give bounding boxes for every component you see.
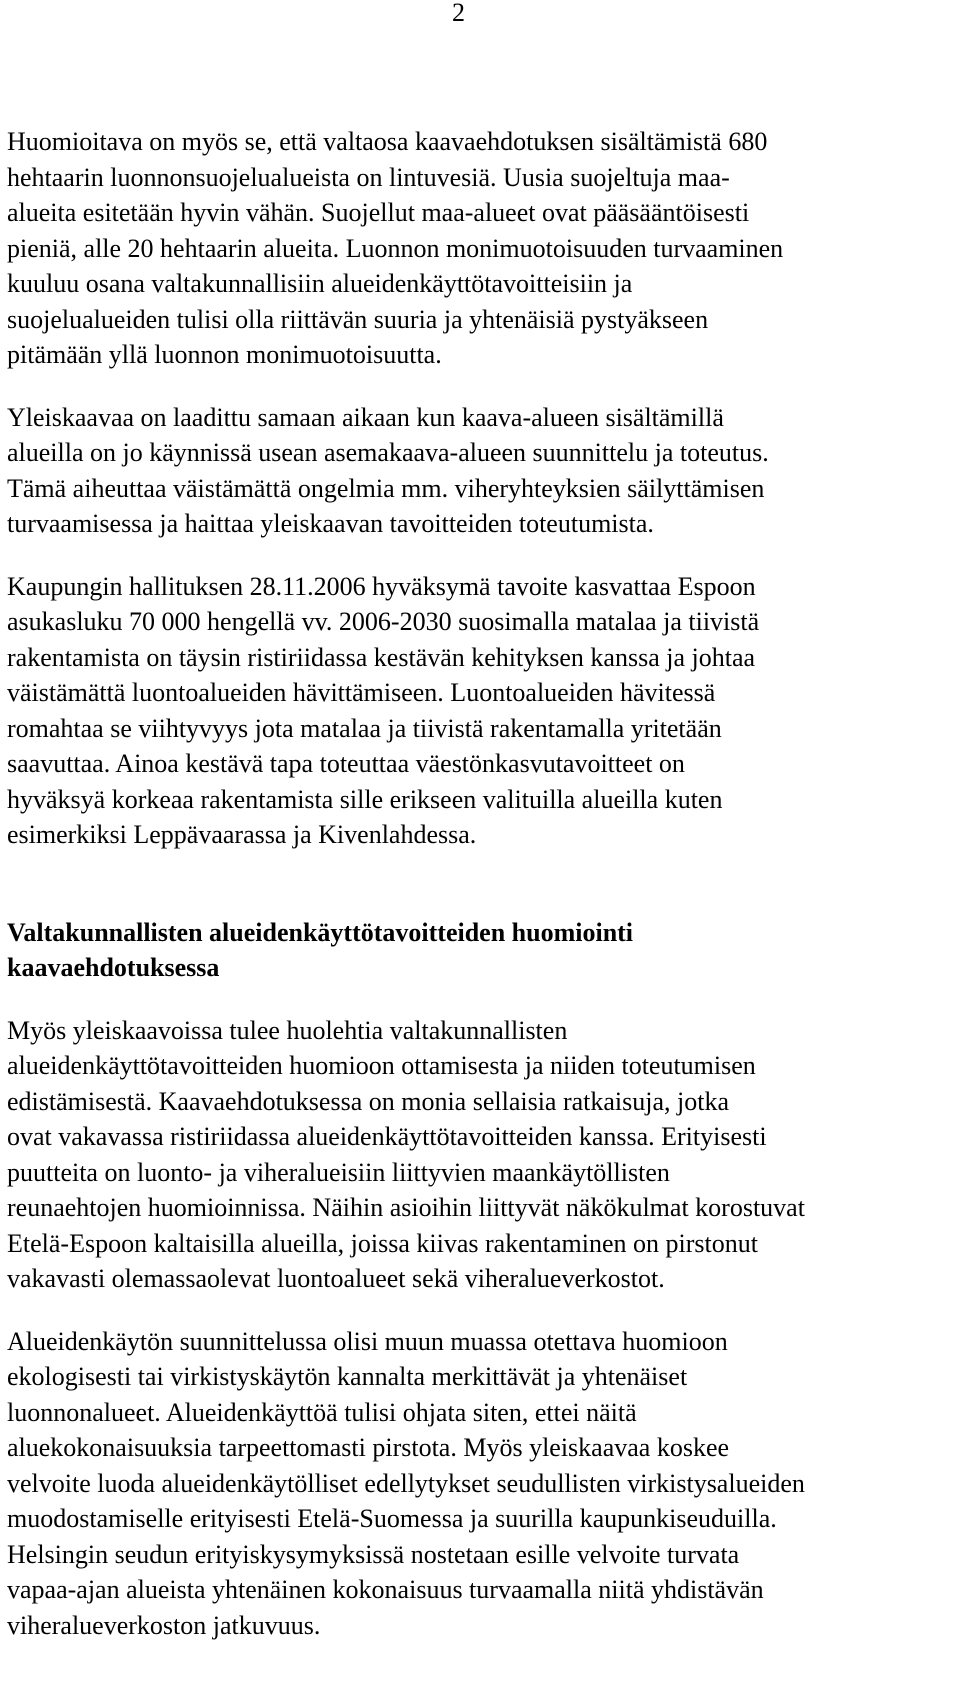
paragraph-3 <box>7 569 960 853</box>
text-line: vakavasti olemassaolevat luontoalueet sekä viheralueverkostot. <box>7 1264 665 1293</box>
text-line: asukasluku 70 000 hengellä vv. 2006-2030 suosimalla matalaa ja tiivistä <box>7 607 760 636</box>
text-line: Yleiskaavaa on laadittu samaan aikaan kun kaava-alueen sisältämillä <box>7 402 724 432</box>
text-line: alueidenkäyttötavoitteiden huomioon ottamisesta ja niiden toteutumisen <box>7 1051 756 1080</box>
text-line: kuuluu osana valtakunnallisiin alueidenkäyttötavoitteisiin ja <box>7 269 633 298</box>
paragraph-spacer <box>7 542 960 569</box>
text-line: Huomioitava on myös se, että valtaosa kaavaehdotuksen sisältämistä 680 <box>7 127 768 156</box>
text-line: pieniä, alle 20 hehtaarin alueita. Luonnon monimuotoisuuden turvaaminen <box>7 233 784 263</box>
text-line: puutteita on luonto- ja viheralueisiin liittyvien maankäytöllisten <box>7 1157 670 1187</box>
text-line: saavuttaa. Ainoa kestävä tapa toteuttaa väestönkasvutavoitteet on <box>7 749 685 778</box>
text-line: rakentamista on täysin ristiriidassa kestävän kehityksen kanssa ja johtaa <box>7 642 756 672</box>
section-heading <box>7 915 960 986</box>
section-spacer <box>7 853 960 915</box>
text-line: hyväksyä korkeaa rakentamista sille erikseen valituilla alueilla kuten <box>7 784 723 814</box>
paragraph-1 <box>7 124 960 373</box>
text-line: väistämättä luontoalueiden hävittämiseen. Luontoalueiden hävitessä <box>7 678 716 707</box>
text-line: Helsingin seudun erityiskysymyksissä nostetaan esille velvoite turvata <box>7 1539 740 1569</box>
text-line: suojelualueiden tulisi olla riittävän suuria ja yhtenäisiä pystyäkseen <box>7 304 709 334</box>
text-line: ekologisesti tai virkistyskäytön kannalta merkittävät ja yhtenäiset <box>7 1362 688 1391</box>
document-body <box>7 124 960 1643</box>
paragraph-spacer <box>7 986 960 1013</box>
text-line: aluekokonaisuuksia tarpeettomasti pirstota. Myös yleiskaavaa koskee <box>7 1433 730 1462</box>
text-line: romahtaa se viihtyvyys jota matalaa ja tiivistä rakentamalla yritetään <box>7 713 722 743</box>
paragraph-5 <box>7 1324 960 1644</box>
page-number: 2 <box>452 0 465 27</box>
heading-line: kaavaehdotuksessa <box>7 953 220 982</box>
text-line: turvaamisessa ja haittaa yleiskaavan tavoitteiden toteutumista. <box>7 509 654 538</box>
paragraph-spacer <box>7 1297 960 1324</box>
text-line: edistämisestä. Kaavaehdotuksessa on monia sellaisia ratkaisuja, jotka <box>7 1086 730 1116</box>
text-line: vapaa-ajan alueista yhtenäinen kokonaisuus turvaamalla niitä yhdistävän <box>7 1575 764 1604</box>
text-line: Kaupungin hallituksen 28.11.2006 hyväksymä tavoite kasvattaa Espoon <box>7 571 756 601</box>
paragraph-spacer <box>7 373 960 400</box>
heading-line: Valtakunnallisten alueidenkäyttötavoitteiden huomiointi <box>7 917 634 947</box>
text-line: viheralueverkoston jatkuvuus. <box>7 1610 321 1640</box>
text-line: velvoite luoda alueidenkäytölliset edellytykset seudullisten virkistysalueiden <box>7 1468 805 1498</box>
text-line: hehtaarin luonnonsuojelualueista on lintuvesiä. Uusia suojeltuja maa- <box>7 162 730 192</box>
text-line: reunaehtojen huomioinnissa. Näihin asioihin liittyvät näkökulmat korostuvat <box>7 1193 805 1222</box>
text-line: Tämä aiheuttaa väistämättä ongelmia mm. viheryhteyksien säilyttämisen <box>7 473 765 503</box>
text-line: esimerkiksi Leppävaarassa ja Kivenlahdessa. <box>7 820 477 849</box>
text-line: pitämään yllä luonnon monimuotoisuutta. <box>7 340 442 369</box>
text-line: alueita esitetään hyvin vähän. Suojellut maa-alueet ovat pääsääntöisesti <box>7 198 750 227</box>
text-line: Alueidenkäytön suunnittelussa olisi muun muassa otettava huomioon <box>7 1326 728 1356</box>
text-line: Myös yleiskaavoissa tulee huolehtia valtakunnallisten <box>7 1015 568 1045</box>
text-line: Etelä-Espoon kaltaisilla alueilla, joissa kiivas rakentaminen on pirstonut <box>7 1228 758 1258</box>
text-line: alueilla on jo käynnissä usean asemakaava-alueen suunnittelu ja toteutus. <box>7 438 769 467</box>
text-line: luonnonalueet. Alueidenkäyttöä tulisi ohjata siten, ettei näitä <box>7 1397 637 1427</box>
paragraph-2 <box>7 400 960 542</box>
text-line: ovat vakavassa ristiriidassa alueidenkäyttötavoitteiden kanssa. Erityisesti <box>7 1122 767 1151</box>
text-line: muodostamiselle erityisesti Etelä-Suomessa ja suurilla kaupunkiseuduilla. <box>7 1504 777 1533</box>
paragraph-4 <box>7 1013 960 1297</box>
